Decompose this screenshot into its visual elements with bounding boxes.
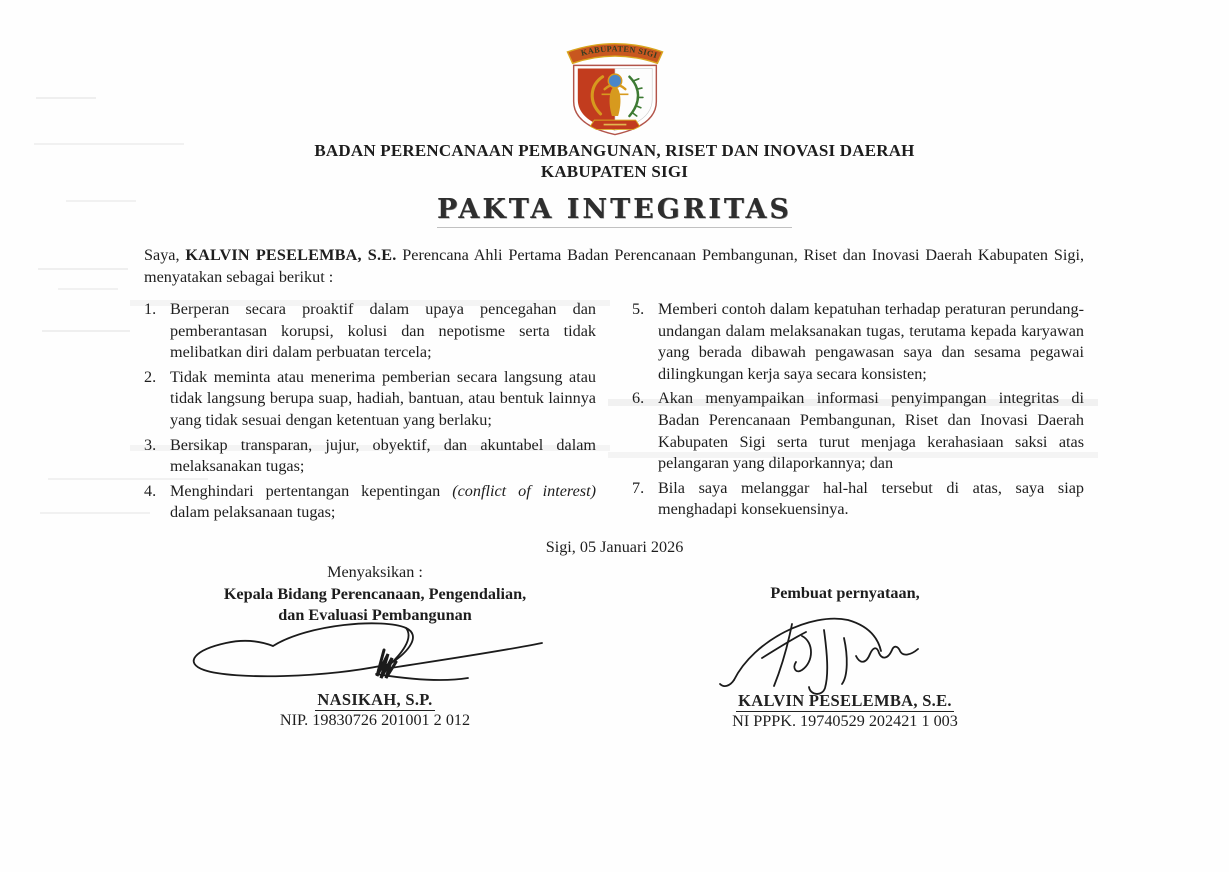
witness-id-line: NIP. 19830726 201001 2 012 (279, 711, 471, 729)
list-item-3 (144, 435, 596, 478)
item-text-italic: (conflict of interest) (452, 481, 596, 500)
item-text: Bila saya melanggar hal-hal tersebut di atas, saya siap menghadapi konsekuensinya. (658, 478, 1084, 519)
item-number: 4. (144, 481, 157, 500)
item-number: 1. (144, 300, 157, 318)
declarant-label: Pembuat pernyataan, (770, 584, 920, 602)
item-number: 6. (632, 389, 645, 408)
list-item-6 (632, 388, 1084, 474)
scan-artifact (58, 288, 118, 290)
intro-post: Perencana Ahli Pertama Badan Perencanaan Pembangunan, Riset dan Inovasi Daerah Kabupaten Sigi, menyatakan sebagai berikut : (144, 246, 1084, 286)
item-text-pre: Menghindari pertentangan kepentingan (170, 481, 453, 500)
declarant-name-inline: KALVIN PESELEMBA, S.E. (185, 246, 397, 264)
org-name (0, 140, 1229, 182)
scan-artifact (40, 512, 150, 514)
integrity-list-left (144, 299, 596, 527)
item-text-post: dalam pelaksanaan tugas; (170, 503, 336, 522)
witness-label: Menyaksikan : (327, 563, 423, 581)
list-item-2 (144, 367, 596, 432)
item-text: Memberi contoh dalam kepatuhan terhadap peraturan perundang-undangan dalam melaksanakan tugas, terutama kepada karyawan yang berada dibawah pengawasan saya dan sesama pegawai dilingkungan kerja saya secara konsisten; (658, 300, 1084, 383)
list-item-1 (144, 299, 596, 364)
list-item-4 (144, 481, 596, 524)
witness-name-line (160, 690, 590, 710)
logo-banner-text: KABUPATEN SIGI (580, 44, 659, 61)
list-item-5 (632, 299, 1084, 385)
list-item-7 (632, 478, 1084, 521)
item-text: Akan menyampaikan informasi penyimpangan integritas di Badan Perencanaan Pembangunan, Riset dan Inovasi Daerah Kabupaten Sigi serta turut menjaga kerahasiaan saksi atas pelangaran yang dilaporkannya; dan (658, 389, 1084, 473)
scan-artifact (42, 330, 130, 332)
item-text: Tidak meminta atau menerima pemberian secara langsung atau tidak langsung berupa suap, hadiah, bantuan, atau bentuk lainnya yang tidak sesuai dengan ketentuan yang berlaku; (170, 367, 596, 429)
item-text: Bersikap transparan, jujur, obyektif, dan akuntabel dalam melaksanakan tugas; (170, 435, 596, 476)
witness-name: NASIKAH, S.P. (317, 690, 433, 709)
item-number: 7. (632, 478, 645, 497)
document-title (0, 194, 1229, 228)
witness-title-line2: dan Evaluasi Pembangunan (278, 605, 472, 624)
scan-artifact (38, 268, 128, 270)
witness-title-line1: Kepala Bidang Perencanaan, Pengendalian, (223, 585, 527, 603)
integrity-list (144, 299, 1084, 527)
place-date-line: Sigi, 05 Januari 2026 (545, 538, 684, 556)
declarant-block (640, 563, 1050, 604)
opening-paragraph (144, 245, 1084, 288)
scan-artifact (36, 97, 96, 99)
witness-block (160, 563, 590, 625)
item-number: 2. (144, 367, 157, 386)
item-text: Berperan secara proaktif dalam upaya pencegahan dan pemberantasan korupsi, kolusi dan nepotisme serta tidak melibatkan diri dalam perbuatan tercela; (170, 300, 596, 362)
coat-of-arms (553, 33, 677, 137)
item-number: 3. (144, 435, 157, 454)
declarant-id-line: NI PPPK. 19740529 202421 1 003 (732, 712, 958, 730)
logo-ribbon-motto (604, 124, 627, 126)
document-title-text: PAKTA INTEGRITAS (437, 194, 792, 228)
declarant-name-line (640, 691, 1050, 711)
org-name-line2: KABUPATEN SIGI (540, 162, 689, 181)
org-name-line1: BADAN PERENCANAAN PEMBANGUNAN, RISET DAN INOVASI DAERAH (314, 141, 915, 160)
coat-of-arms-graphic (553, 33, 677, 137)
intro-pre: Saya, (144, 246, 186, 264)
item-number: 5. (632, 300, 645, 318)
integrity-list-right (632, 299, 1084, 527)
declarant-signature (706, 604, 944, 698)
logo-blue-orb (608, 74, 621, 87)
declarant-name: KALVIN PESELEMBA, S.E. (738, 691, 952, 710)
